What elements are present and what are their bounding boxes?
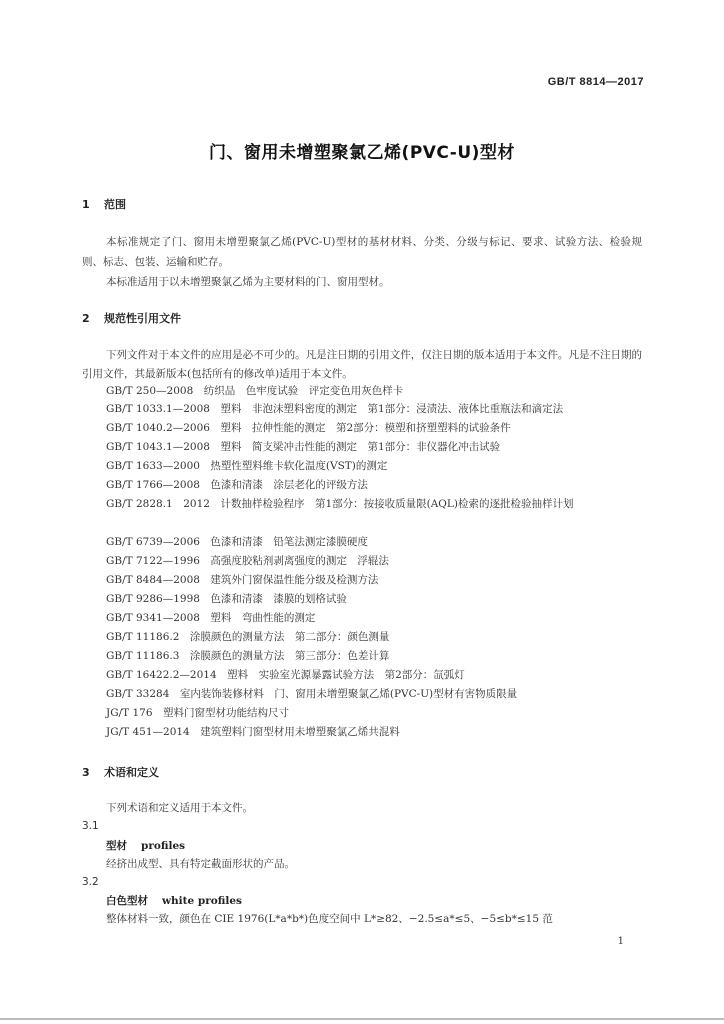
term-en: profiles bbox=[141, 840, 186, 852]
section-title: 术语和定义 bbox=[104, 766, 159, 779]
reference-item: JG/T 451—2014 建筑塑料门窗型材用未增塑聚氯乙烯共混料 bbox=[106, 726, 400, 738]
reference-item: GB/T 1766—2008 色漆和清漆 涂层老化的评级方法 bbox=[106, 479, 368, 491]
section-number: 3 bbox=[82, 766, 90, 779]
scope-paragraph-1: 本标准规定了门、窗用未增塑聚氯乙烯(PVC-U)型材的基材材料、分类、分级与标记、要求、试验方法、检验规则、标志、包装、运输和贮存。 bbox=[82, 236, 642, 268]
section-number: 2 bbox=[82, 312, 90, 325]
reference-item: JG/T 176 塑料门窗型材功能结构尺寸 bbox=[106, 707, 290, 719]
term-heading bbox=[106, 893, 242, 908]
reference-item: GB/T 11186.2 涂膜颜色的测量方法 第二部分：颜色测量 bbox=[106, 631, 390, 643]
document-title: 门、窗用未增塑聚氯乙烯(PVC-U)型材 bbox=[209, 143, 515, 163]
reference-item: GB/T 11186.3 涂膜颜色的测量方法 第三部分：色差计算 bbox=[106, 650, 390, 662]
term-heading bbox=[106, 838, 185, 853]
term-cn: 白色型材 bbox=[106, 895, 148, 907]
reference-item: GB/T 1033.1—2008 塑料 非泡沫塑料密度的测定 第1部分：浸渍法、液体比重瓶法和滴定法 bbox=[106, 403, 564, 415]
page-number: 1 bbox=[617, 936, 624, 947]
reference-item-wrapped: GB/T 2828.1 2012 计数抽样检验程序 第1部分：按接收质量限(AQL)检索的逐批检验抽样计划 bbox=[106, 498, 574, 510]
term-definition: 整体材料一致，颜色在 CIE 1976(L*a*b*)色度空间中 L*≥82、−2.5≤a*≤5、−5≤b*≤15 范 bbox=[106, 913, 553, 925]
scope-paragraph-2: 本标准适用于以未增塑聚氯乙烯为主要材料的门、窗用型材。 bbox=[106, 276, 390, 288]
section-number: 1 bbox=[82, 198, 90, 211]
page-bottom-edge bbox=[0, 1018, 724, 1020]
term-en: white profiles bbox=[162, 895, 242, 907]
reference-item: GB/T 8484—2008 建筑外门窗保温性能分级及检测方法 bbox=[106, 574, 379, 586]
section-2-heading bbox=[82, 310, 181, 326]
reference-item: GB/T 9341—2008 塑料 弯曲性能的测定 bbox=[106, 612, 316, 624]
term-number: 3.1 bbox=[82, 820, 99, 832]
reference-item: GB/T 7122—1996 高强度胶粘剂剥离强度的测定 浮辊法 bbox=[106, 555, 389, 567]
section-title: 规范性引用文件 bbox=[104, 312, 181, 325]
reference-item: GB/T 16422.2—2014 塑料 实验室光源暴露试验方法 第2部分：氙弧灯 bbox=[106, 669, 465, 681]
reference-item: GB/T 1043.1—2008 塑料 简支梁冲击性能的测定 第1部分：非仪器化冲击试验 bbox=[106, 441, 501, 453]
references-intro: 下列文件对于本文件的应用是必不可少的。凡是注日期的引用文件，仅注日期的版本适用于本文件。凡是不注日期的引用文件，其最新版本(包括所有的修改单)适用于本文件。 bbox=[82, 349, 642, 380]
term-definition: 经挤出成型、具有特定截面形状的产品。 bbox=[106, 858, 295, 870]
reference-item: GB/T 1633—2000 热塑性塑料维卡软化温度(VST)的测定 bbox=[106, 460, 388, 472]
section-3-heading bbox=[82, 764, 159, 780]
reference-item: GB/T 1040.2—2006 塑料 拉伸性能的测定 第2部分：模塑和挤塑塑料的试验条件 bbox=[106, 422, 511, 434]
section-title: 范围 bbox=[104, 198, 126, 211]
section-1-heading bbox=[82, 196, 126, 212]
term-number: 3.2 bbox=[82, 876, 99, 888]
reference-item: GB/T 250—2008 纺织品 色牢度试验 评定变色用灰色样卡 bbox=[106, 385, 404, 397]
terms-intro: 下列术语和定义适用于本文件。 bbox=[106, 802, 253, 814]
reference-item: GB/T 6739—2006 色漆和清漆 铅笔法测定漆膜硬度 bbox=[106, 536, 368, 548]
reference-item: GB/T 33284 室内装饰装修材料 门、窗用未增塑聚氯乙烯(PVC-U)型材有害物质限量 bbox=[106, 688, 518, 700]
reference-item: GB/T 9286—1998 色漆和清漆 漆膜的划格试验 bbox=[106, 593, 347, 605]
term-cn: 型材 bbox=[106, 840, 127, 852]
standard-code: GB/T 8814—2017 bbox=[547, 76, 644, 88]
